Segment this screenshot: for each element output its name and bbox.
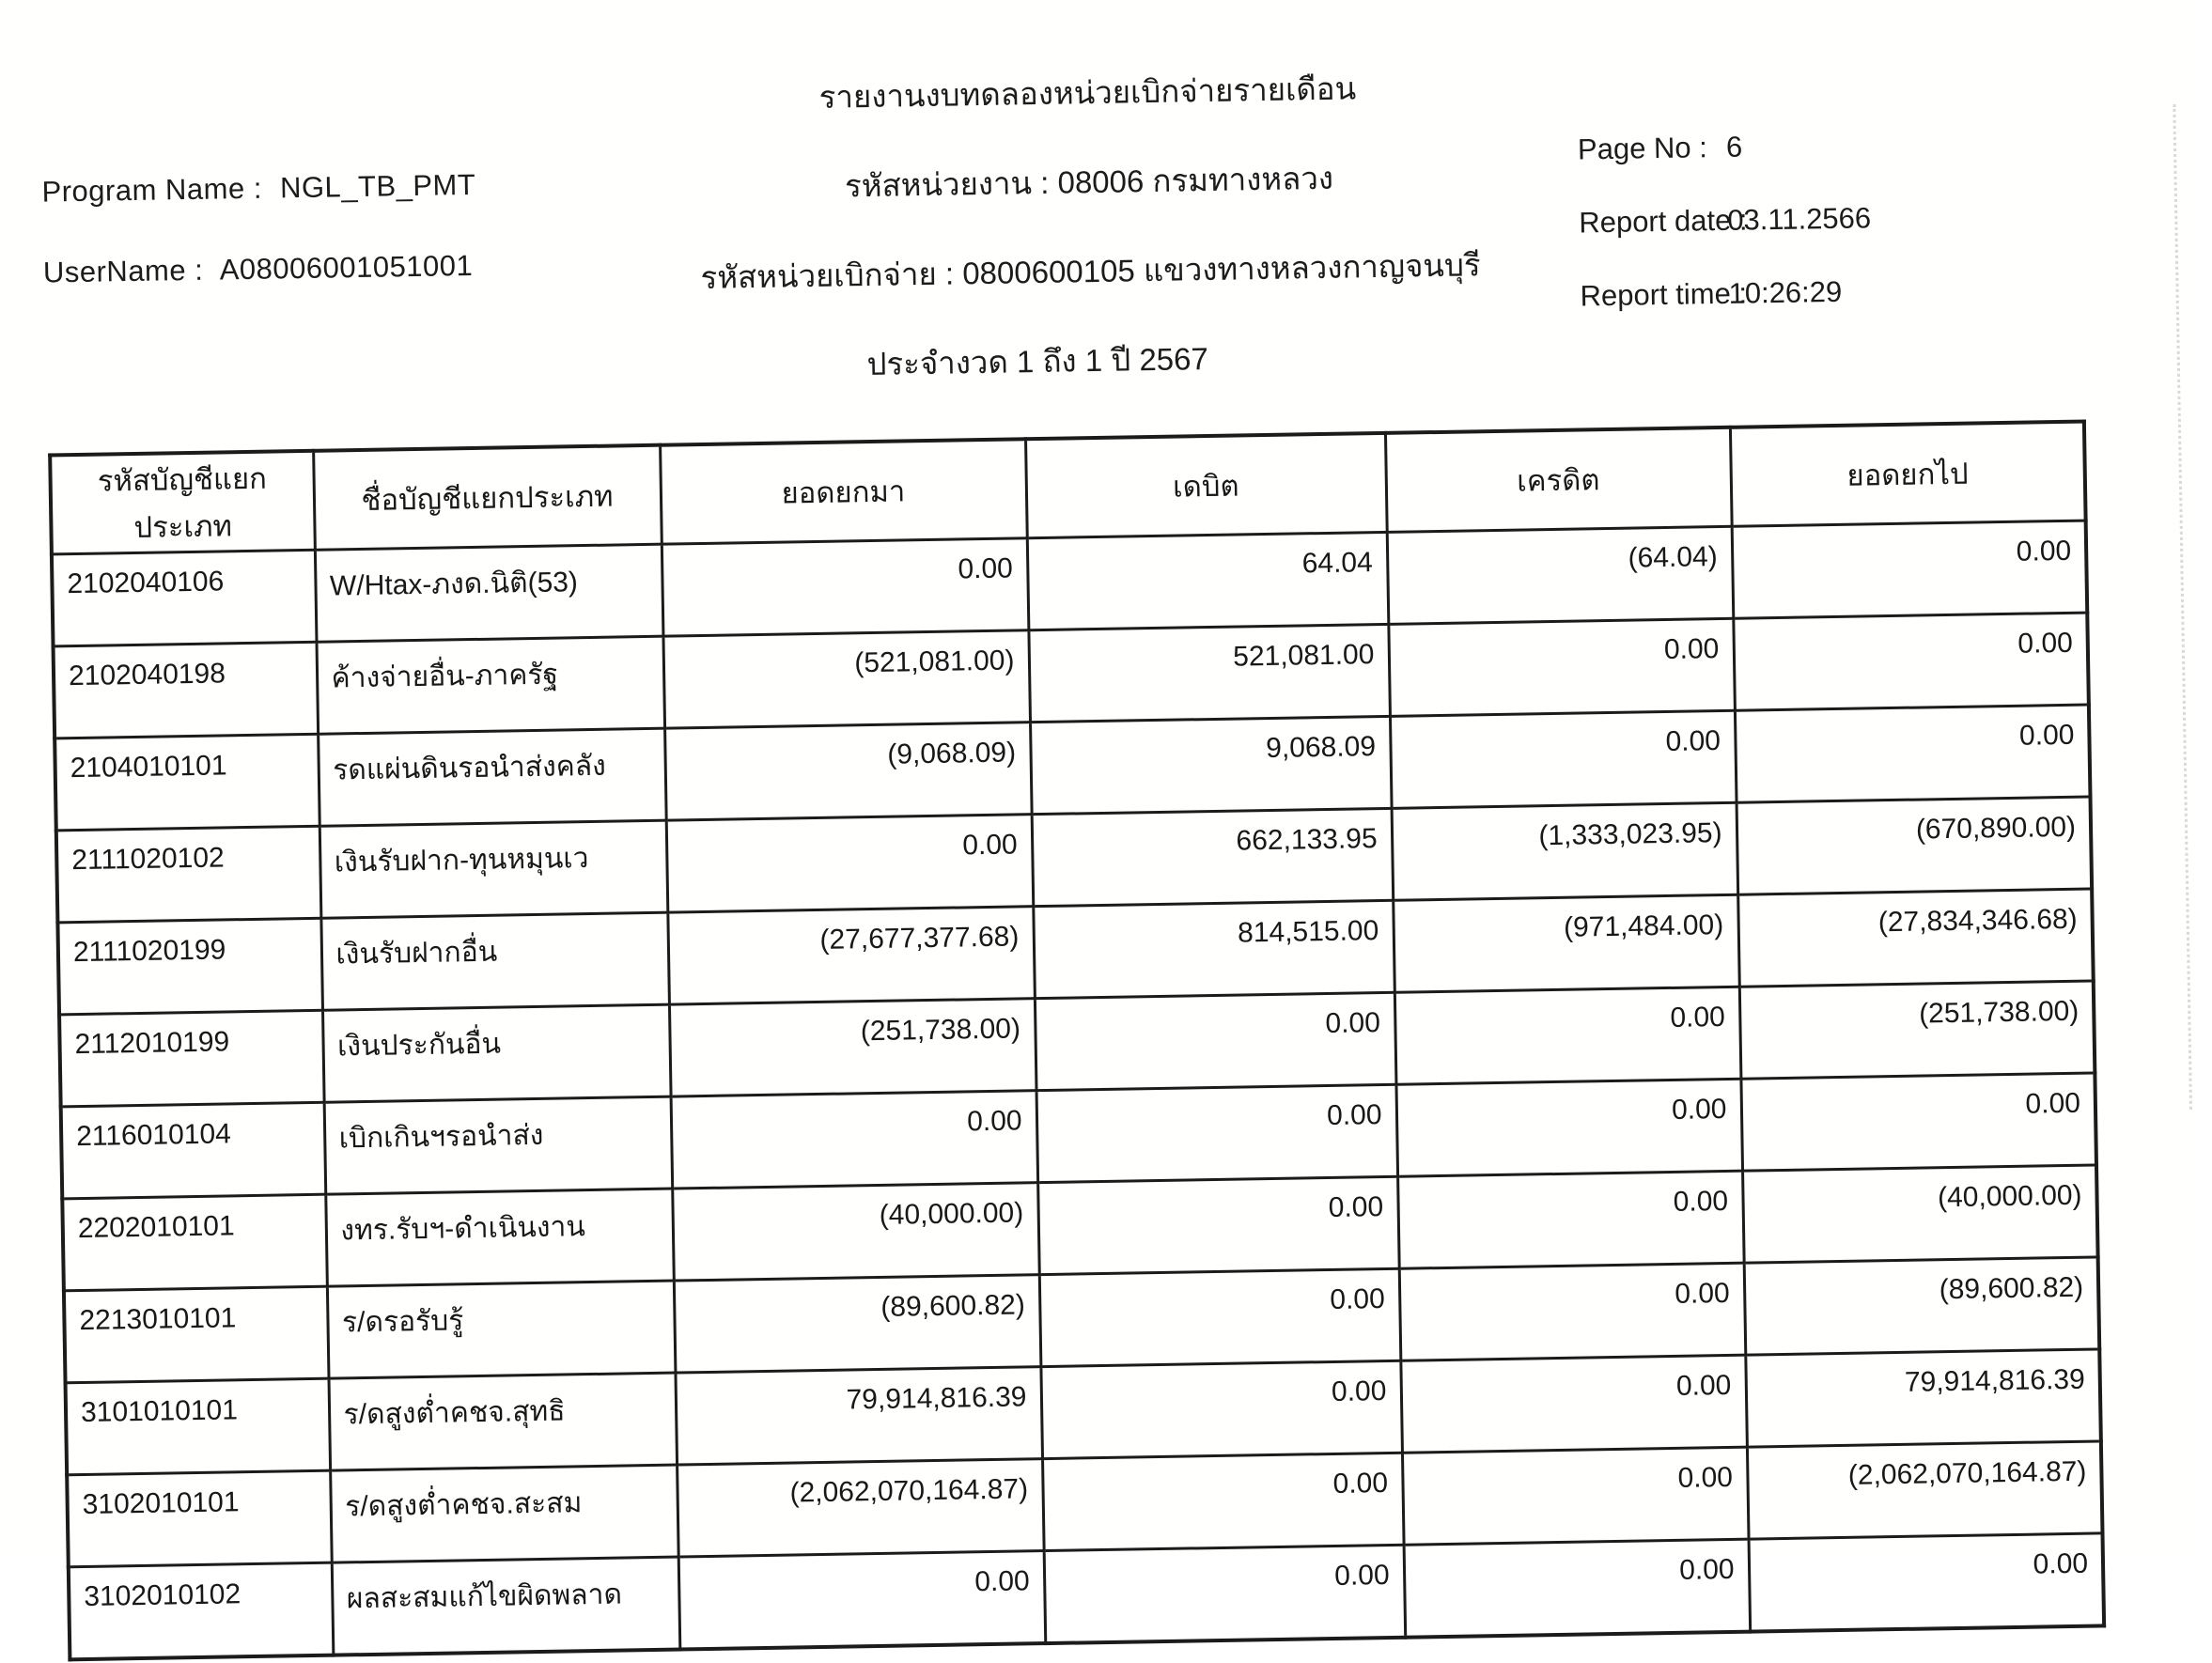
debit: 64.04 <box>1027 532 1389 629</box>
account-name: รดแผ่นดินรอนำส่งคลัง <box>318 728 666 826</box>
account-name: เงินรับฝาก-ทุนหมุนเว <box>319 820 668 918</box>
closing-balance: 79,914,816.39 <box>1745 1349 2101 1447</box>
account-code: 2112010199 <box>59 1010 324 1107</box>
closing-balance: (670,890.00) <box>1737 797 2093 894</box>
credit: 0.00 <box>1394 987 1741 1084</box>
program-name-label: Program Name : <box>41 171 263 209</box>
report-meta-block <box>1578 128 1874 352</box>
report-date-value: 03.11.2566 <box>1726 201 1872 237</box>
header-debit: เดบิต <box>1025 433 1387 538</box>
debit: 662,133.95 <box>1032 808 1394 906</box>
account-code: 2111020199 <box>57 918 322 1015</box>
debit: 0.00 <box>1039 1268 1401 1366</box>
page-no-label: Page No : <box>1577 131 1708 166</box>
page-no-row <box>1578 128 1870 166</box>
header-account-name: ชื่อบัญชีแยกประเภท <box>313 445 662 551</box>
username-label: UserName : <box>42 253 204 289</box>
trial-balance-table <box>48 420 2106 1662</box>
header-account-code: รหัสบัญชีแยกประเภท <box>50 451 315 554</box>
debit: 521,081.00 <box>1028 624 1390 722</box>
account-name: เงินประกันอื่น <box>322 1004 671 1102</box>
account-code: 2104010101 <box>55 734 319 831</box>
opening-balance: (9,068.09) <box>664 723 1032 820</box>
opening-balance: 0.00 <box>678 1551 1046 1650</box>
report-date-row <box>1579 201 1871 240</box>
account-name: ผลสะสมแก้ไขผิดพลาด <box>332 1557 680 1655</box>
header-closing-balance: ยอดยกไป <box>1730 422 2086 527</box>
credit: 0.00 <box>1395 1079 1742 1176</box>
agency-code-line: รหัสหน่วยงาน : 08006 กรมทางหลวง <box>844 160 1334 204</box>
opening-balance: (40,000.00) <box>672 1183 1039 1281</box>
report-date-label: Report date : <box>1578 203 1748 240</box>
table-body <box>52 521 2104 1659</box>
debit: 0.00 <box>1044 1545 1406 1643</box>
closing-balance: 0.00 <box>1740 1073 2096 1171</box>
opening-balance: (89,600.82) <box>674 1275 1041 1373</box>
account-code: 2102040106 <box>52 550 317 646</box>
account-code: 2116010104 <box>61 1102 326 1199</box>
account-name: ร/ดสูงต่ำคชจ.สุทธิ <box>329 1373 678 1470</box>
period-line: ประจำงวด 1 ถึง 1 ปี 2567 <box>866 341 1209 382</box>
opening-balance: 0.00 <box>671 1091 1038 1189</box>
disbursement-unit-line: รหัสหน่วยเบิกจ่าย : 0800600105 แขวงทางหลวงกาญจนบุรี <box>700 247 1481 295</box>
username-value: A08006001051001 <box>219 248 474 287</box>
account-code: 2102040198 <box>54 642 319 738</box>
debit: 0.00 <box>1035 992 1396 1090</box>
credit: 0.00 <box>1400 1355 1747 1453</box>
credit: 0.00 <box>1402 1447 1749 1545</box>
header-opening-balance: ยอดยกมา <box>660 439 1027 544</box>
account-name: W/Htax-ภงด.นิติ(53) <box>315 544 663 642</box>
debit: 814,515.00 <box>1033 900 1394 998</box>
closing-balance: (27,834,346.68) <box>1737 889 2094 987</box>
closing-balance: 0.00 <box>1735 705 2091 802</box>
account-name: เงินรับฝากอื่น <box>320 912 669 1010</box>
credit: 0.00 <box>1404 1539 1751 1638</box>
report-time-row <box>1580 274 1872 313</box>
credit: 0.00 <box>1397 1171 1744 1268</box>
debit: 0.00 <box>1037 1176 1399 1274</box>
closing-balance: (40,000.00) <box>1742 1165 2098 1263</box>
account-code: 3101010101 <box>66 1378 331 1475</box>
account-code: 2213010101 <box>64 1286 329 1383</box>
account-code: 2111020102 <box>56 826 321 923</box>
account-code: 3102010101 <box>67 1470 332 1567</box>
credit: (64.04) <box>1387 526 1734 624</box>
credit: 0.00 <box>1390 710 1737 808</box>
opening-balance: (521,081.00) <box>662 630 1030 728</box>
credit: (1,333,023.95) <box>1392 802 1738 900</box>
credit: 0.00 <box>1388 618 1735 716</box>
credit: 0.00 <box>1399 1263 1746 1360</box>
closing-balance: 0.00 <box>1733 613 2089 710</box>
opening-balance: (251,738.00) <box>669 999 1036 1096</box>
closing-balance: 0.00 <box>1749 1533 2105 1632</box>
debit: 0.00 <box>1040 1360 1402 1458</box>
report-time-label: Report time : <box>1580 276 1748 313</box>
debit: 0.00 <box>1042 1453 1404 1550</box>
credit: (971,484.00) <box>1393 894 1739 992</box>
account-name: งทร.รับฯ-ดำเนินงาน <box>325 1189 674 1286</box>
program-name-value: NGL_TB_PMT <box>279 167 476 205</box>
closing-balance: (2,062,070,164.87) <box>1747 1441 2103 1539</box>
report-time-value: 10:26:29 <box>1728 274 1843 310</box>
opening-balance: 0.00 <box>662 538 1029 636</box>
report-title: รายงานงบทดลองหน่วยเบิกจ่ายรายเดือน <box>818 70 1357 115</box>
account-name: ร/ดรอรับรู้ <box>327 1281 676 1378</box>
page-no-value: 6 <box>1725 130 1743 163</box>
closing-balance: (89,600.82) <box>1744 1257 2100 1355</box>
header-credit: เครดิต <box>1385 427 1732 533</box>
opening-balance: (2,062,070,164.87) <box>677 1459 1044 1557</box>
opening-balance: 79,914,816.39 <box>675 1367 1042 1465</box>
account-code: 2202010101 <box>62 1194 327 1291</box>
account-name: ค้างจ่ายอื่น-ภาครัฐ <box>317 636 665 734</box>
opening-balance: (27,677,377.68) <box>667 907 1035 1004</box>
debit: 0.00 <box>1036 1084 1398 1182</box>
account-code: 3102010102 <box>69 1562 334 1659</box>
debit: 9,068.09 <box>1030 716 1392 814</box>
account-name: เบิกเกินฯรอนำส่ง <box>324 1096 673 1194</box>
closing-balance: (251,738.00) <box>1739 981 2095 1079</box>
closing-balance: 0.00 <box>1732 521 2088 618</box>
opening-balance: 0.00 <box>666 815 1034 912</box>
account-name: ร/ดสูงต่ำคชจ.สะสม <box>330 1465 678 1562</box>
